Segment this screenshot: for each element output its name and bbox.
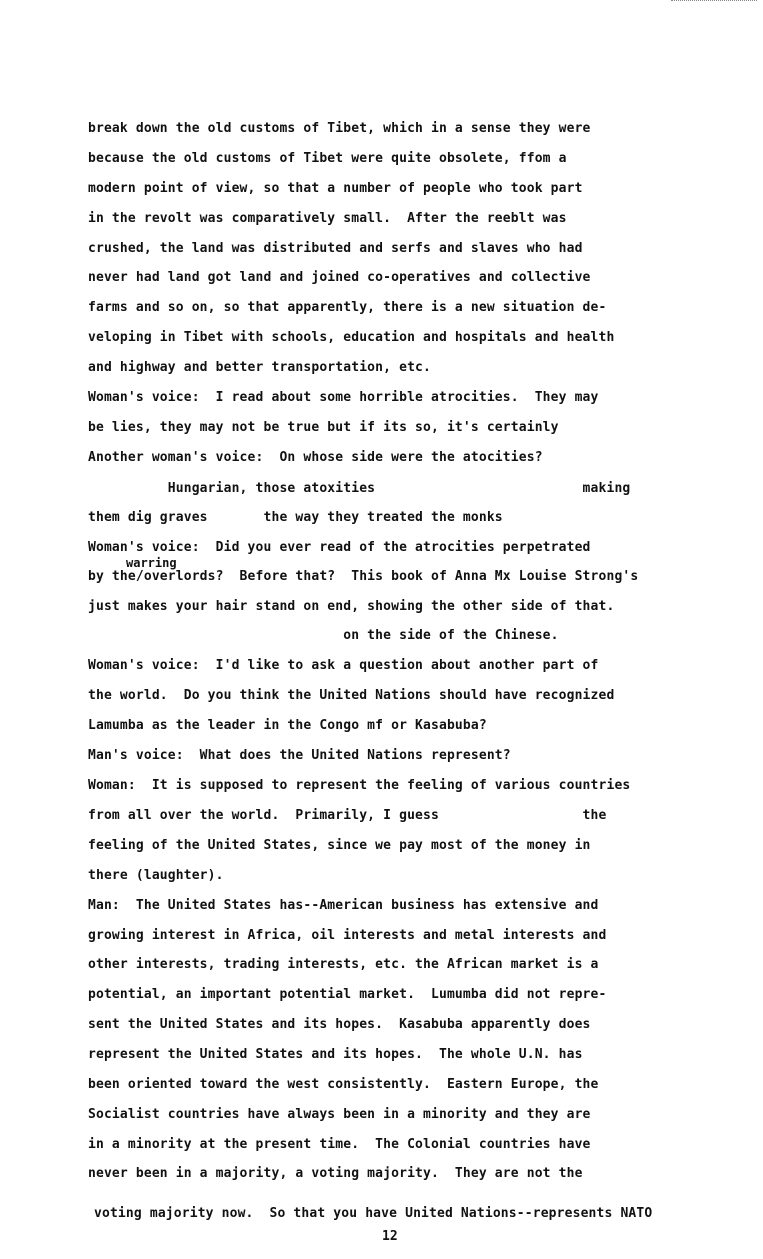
text-line: Another woman's voice: On whose side were the atocities? bbox=[88, 450, 543, 465]
text-line: Man: The United States has--American business has extensive and bbox=[88, 898, 599, 913]
text-line: them dig graves the way they treated the monks bbox=[88, 510, 503, 525]
handwritten-insertion: warring bbox=[126, 556, 177, 570]
text-line: farms and so on, so that apparently, there is a new situation de- bbox=[88, 300, 607, 315]
text-line: and highway and better transportation, etc. bbox=[88, 360, 431, 375]
text-line: modern point of view, so that a number of people who took part bbox=[88, 181, 583, 196]
text-line: be lies, they may not be true but if its so, it's certainly bbox=[88, 420, 559, 435]
text-line: feeling of the United States, since we pay most of the money in bbox=[88, 838, 591, 853]
text-line: Hungarian, those atoxities making bbox=[88, 481, 631, 496]
text-line: other interests, trading interests, etc. the African market is a bbox=[88, 957, 599, 972]
text-line: the world. Do you think the United Nations should have recognized bbox=[88, 688, 615, 703]
text-line: veloping in Tibet with schools, education and hospitals and health bbox=[88, 330, 615, 345]
text-line: Woman's voice: Did you ever read of the atrocities perpetrated bbox=[88, 540, 591, 555]
text-line: been oriented toward the west consistently. Eastern Europe, the bbox=[88, 1077, 599, 1092]
text-line: voting majority now. So that you have United Nations--represents NATO bbox=[94, 1206, 653, 1221]
text-line: Woman: It is supposed to represent the feeling of various countries bbox=[88, 778, 631, 793]
text-line: sent the United States and its hopes. Kasabuba apparently does bbox=[88, 1017, 591, 1032]
text-line: represent the United States and its hopes. The whole U.N. has bbox=[88, 1047, 583, 1062]
text-line: crushed, the land was distributed and serfs and slaves who had bbox=[88, 241, 583, 256]
text-line: because the old customs of Tibet were quite obsolete, ffom a bbox=[88, 151, 567, 166]
text-line: Man's voice: What does the United Nations represent? bbox=[88, 748, 511, 763]
text-line: growing interest in Africa, oil interests and metal interests and bbox=[88, 928, 607, 943]
text-line: by the/overlords? Before that? This book of Anna Mx Louise Strong's bbox=[88, 569, 639, 584]
text-line: Lamumba as the leader in the Congo mf or Kasabuba? bbox=[88, 718, 487, 733]
text-line: Socialist countries have always been in a minority and they are bbox=[88, 1107, 591, 1122]
text-line: never been in a majority, a voting majority. They are not the bbox=[88, 1166, 583, 1181]
text-line: from all over the world. Primarily, I guess the bbox=[88, 808, 607, 823]
text-line: never had land got land and joined co-operatives and collective bbox=[88, 270, 591, 285]
text-line: Woman's voice: I'd like to ask a question about another part of bbox=[88, 658, 599, 673]
text-line: in a minority at the present time. The Colonial countries have bbox=[88, 1137, 591, 1152]
text-line: break down the old customs of Tibet, which in a sense they were bbox=[88, 121, 591, 136]
text-line: Woman's voice: I read about some horrible atrocities. They may bbox=[88, 390, 599, 405]
text-line: there (laughter). bbox=[88, 868, 224, 883]
text-line: in the revolt was comparatively small. After the reeblt was bbox=[88, 211, 567, 226]
text-line: on the side of the Chinese. bbox=[88, 628, 559, 643]
page-number: 12 bbox=[382, 1229, 398, 1244]
text-line: just makes your hair stand on end, showing the other side of that. bbox=[88, 599, 615, 614]
corner-mark bbox=[671, 0, 757, 4]
text-line: potential, an important potential market. Lumumba did not repre- bbox=[88, 987, 607, 1002]
